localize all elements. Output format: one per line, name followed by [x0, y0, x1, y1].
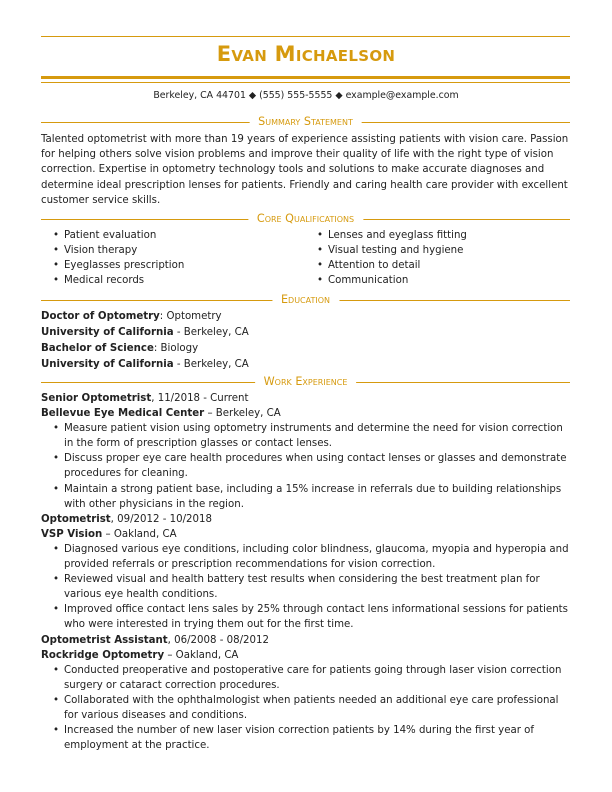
list-item: • Collaborated with the ophthalmologist when patients needed an additional eye care professional for various diseases and conditions. [41, 693, 571, 723]
education-list [41, 309, 571, 373]
list-item: • Communication [305, 273, 467, 288]
job-bullets [41, 421, 571, 512]
qualifications-left-column [41, 228, 184, 288]
qualifications-right-column [305, 228, 467, 288]
education-school: University of California - Berkeley, CA [41, 359, 249, 370]
top-rule [41, 36, 570, 37]
work-list [41, 391, 571, 753]
list-item: • Patient evaluation [41, 228, 184, 243]
list-item: • Increased the number of new laser vision correction patients by 14% during the first year of employment at the practice. [41, 723, 571, 753]
list-item: • Lenses and eyeglass fitting [305, 228, 467, 243]
contact-line: Berkeley, CA 44701 ◆ (555) 555-5555 ◆ example@example.com [153, 90, 459, 101]
education-school: University of California - Berkeley, CA [41, 327, 249, 338]
education-heading [41, 293, 570, 307]
list-item: • Conducted preoperative and postoperative care for patients going through laser vision correction surgery or cataract correction procedures. [41, 663, 571, 693]
list-item: • Improved office contact lens sales by 25% through contact lens informational sessions for patients who were interested in trying them out for the first time. [41, 602, 571, 632]
list-item: • Reviewed visual and health battery test results when considering the best treatment plan for various eye health conditions. [41, 572, 571, 602]
job-title-line: Optometrist Assistant, 06/2008 - 08/2012 [41, 634, 269, 646]
name-rule-thin [41, 82, 570, 83]
list-item: • Medical records [41, 273, 184, 288]
candidate-name: Evan Michaelson [216, 42, 396, 66]
list-item: • Attention to detail [305, 258, 467, 273]
education-degree: Doctor of Optometry: Optometry [41, 311, 222, 322]
list-item: • Discuss proper eye care health procedures when using contact lenses or glasses and demonstrate procedures for cleaning. [41, 451, 571, 481]
list-item: • Maintain a strong patient base, including a 15% increase in referrals due to building relationships with other physicians in the region. [41, 482, 571, 512]
qualifications-title: Core Qualifications [248, 212, 363, 226]
list-item: • Eyeglasses prescription [41, 258, 184, 273]
education-title: Education [272, 293, 339, 307]
qualifications-heading [41, 212, 570, 226]
job-title-line: Senior Optometrist, 11/2018 - Current [41, 393, 249, 404]
summary-heading [41, 115, 570, 129]
job-company-line: VSP Vision – Oakland, CA [41, 528, 177, 540]
summary-text: Talented optometrist with more than 19 years of experience assisting patients with vision care. Passion for helping others solve vision problems and improve their quality of life with the right type of vision correction. Expertise in optometry technology tools and solutions to make accurate diagnoses and determine ideal prescription lenses for patients. Friendly and caring health care provider with excellent customer service skills. [41, 134, 569, 206]
education-degree: Bachelor of Science: Biology [41, 343, 199, 354]
list-item: • Diagnosed various eye conditions, including color blindness, glaucoma, myopia and hyperopia and provided referrals or prescription recommendations for vision correction. [41, 542, 571, 572]
list-item: • Vision therapy [41, 243, 184, 258]
list-item: • Measure patient vision using optometry instruments and determine the need for vision correction in the form of prescription glasses or contact lenses. [41, 421, 571, 451]
job-bullets [41, 663, 571, 754]
work-title: Work Experience [255, 375, 357, 389]
job-company-line: Bellevue Eye Medical Center – Berkeley, CA [41, 408, 281, 420]
job-bullets [41, 542, 571, 633]
work-heading [41, 375, 570, 389]
job-title-line: Optometrist, 09/2012 - 10/2018 [41, 513, 212, 525]
list-item: • Visual testing and hygiene [305, 243, 467, 258]
name-rule-thick [41, 76, 570, 79]
summary-title: Summary Statement [249, 115, 362, 129]
job-company-line: Rockridge Optometry – Oakland, CA [41, 649, 239, 661]
